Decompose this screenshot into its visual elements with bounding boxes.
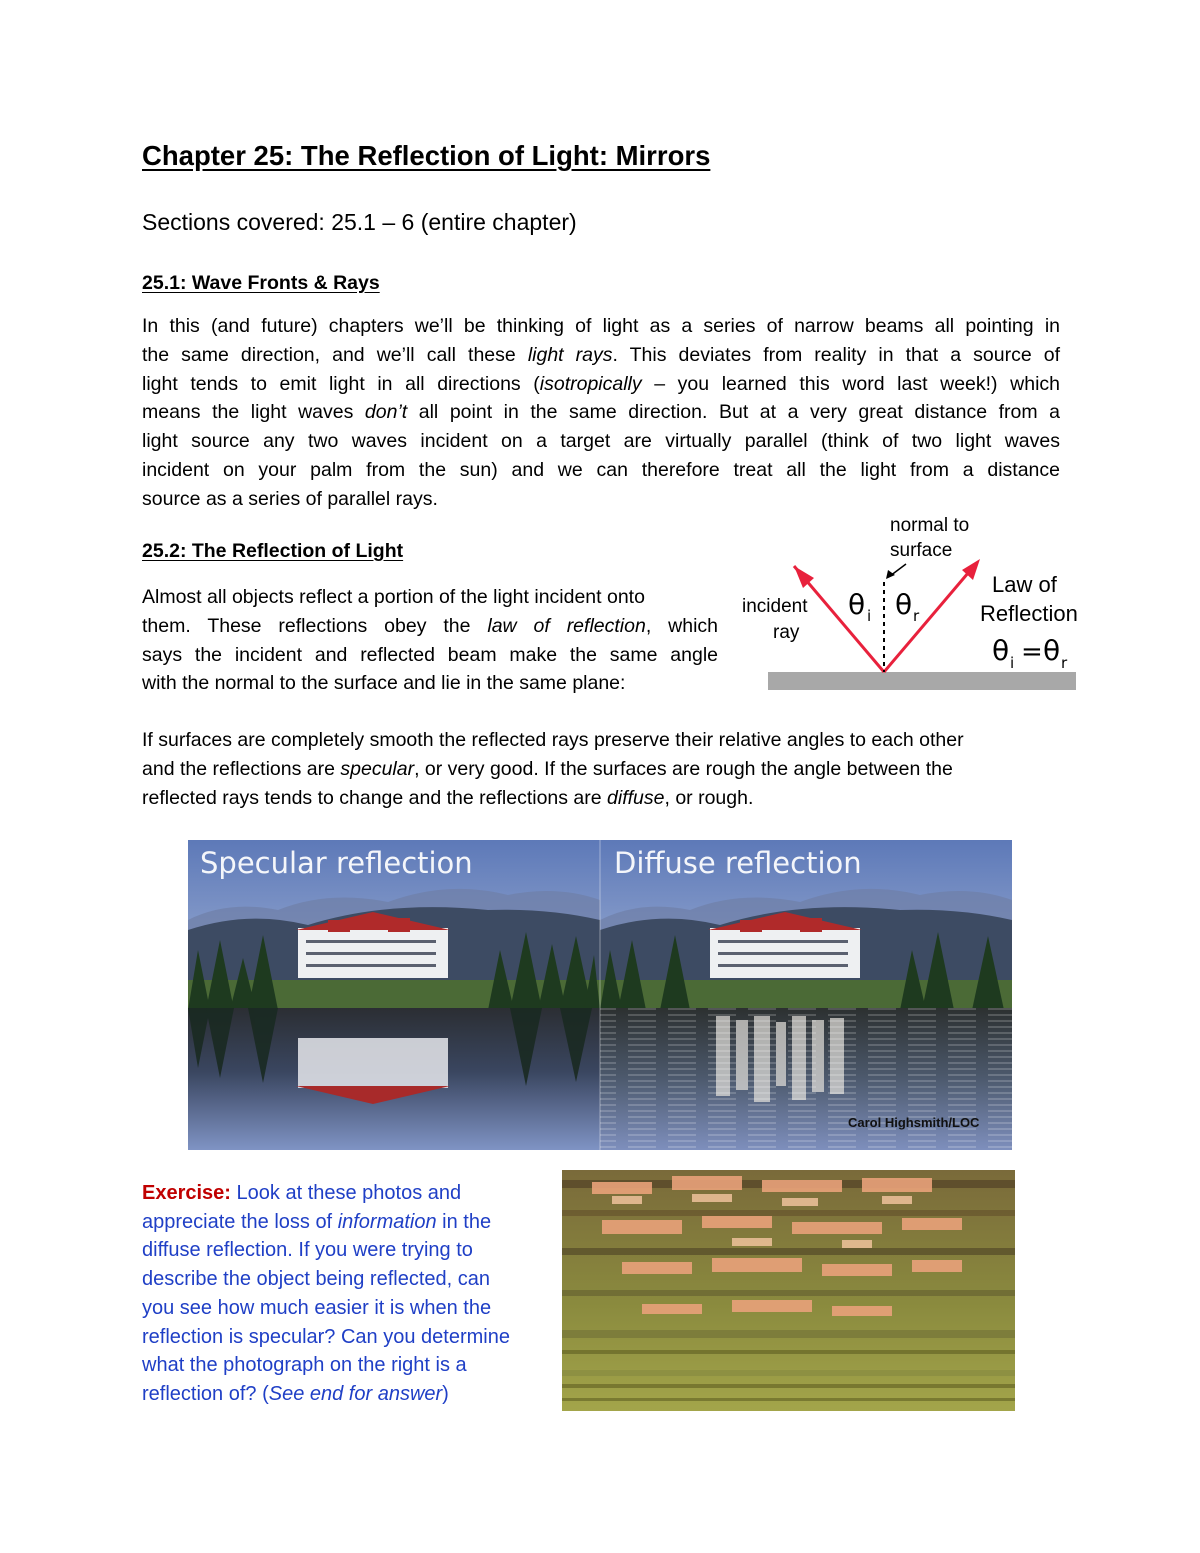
diffuse-half bbox=[600, 840, 1012, 1150]
section-25-2-paragraph bbox=[142, 583, 718, 698]
specular-label: Specular reflection bbox=[200, 846, 473, 880]
theta-i-symbol: θ bbox=[848, 588, 866, 621]
section-25-2-paragraph-2 bbox=[142, 726, 1060, 812]
theta-r-subscript: r bbox=[913, 607, 920, 625]
mystery-reflection-photo bbox=[562, 1170, 1015, 1411]
paragraph-line: means the light waves don’t all point in the same direction. But at a very great distance from a bbox=[142, 401, 1060, 424]
exercise-line: describe the object being reflected, can bbox=[142, 1268, 490, 1291]
paragraph-line: source as a series of parallel rays. bbox=[142, 487, 438, 510]
paragraph-line: them. These reflections obey the law of reflection, which bbox=[142, 614, 718, 637]
exercise-text bbox=[142, 1179, 552, 1409]
law-label: Law of bbox=[992, 572, 1057, 597]
paragraph-line: Almost all objects reflect a portion of the light incident onto bbox=[142, 586, 645, 608]
normal-label: normal to bbox=[890, 515, 970, 536]
equation-equals: = bbox=[1021, 637, 1043, 667]
paragraph-line: reflected rays tends to change and the reflections are diffuse, or rough. bbox=[142, 786, 754, 809]
paragraph-line: with the normal to the surface and lie in the same plane: bbox=[142, 672, 626, 695]
paragraph-line: and the reflections are specular, or very good. If the surfaces are rough the angle between the bbox=[142, 757, 953, 780]
paragraph-line: If surfaces are completely smooth the reflected rays preserve their relative angles to each other bbox=[142, 729, 964, 751]
theta-r-symbol: θ bbox=[895, 588, 913, 621]
exercise-line: reflection is specular? Can you determine bbox=[142, 1325, 510, 1348]
exercise-label: Exercise: bbox=[142, 1182, 231, 1204]
section-heading-25-1: 25.1: Wave Fronts & Rays bbox=[142, 272, 380, 294]
reflecting-surface bbox=[768, 672, 1076, 690]
law-label: Reflection bbox=[980, 601, 1078, 626]
page-title: Chapter 25: The Reflection of Light: Mirrors bbox=[142, 140, 711, 171]
exercise-line: diffuse reflection. If you were trying to bbox=[142, 1239, 473, 1262]
exercise-line: Exercise: Look at these photos and bbox=[142, 1182, 462, 1204]
theta-i-subscript: i bbox=[867, 607, 872, 625]
equation-theta-r: θ bbox=[1043, 634, 1061, 667]
law-of-reflection-diagram bbox=[730, 508, 1090, 698]
specular-diffuse-photo bbox=[188, 840, 1012, 1150]
photo-credit: Carol Highsmith/LOC bbox=[848, 1115, 980, 1130]
exercise-line: appreciate the loss of information in the bbox=[142, 1210, 492, 1233]
diffuse-label: Diffuse reflection bbox=[614, 846, 862, 880]
equation-sub-i: i bbox=[1010, 654, 1015, 672]
exercise-line: reflection of? (See end for answer) bbox=[142, 1382, 449, 1405]
incident-ray-label: incident bbox=[742, 596, 808, 617]
sections-covered: Sections covered: 25.1 – 6 (entire chapter) bbox=[142, 209, 577, 235]
specular-half bbox=[188, 840, 600, 1150]
paragraph-line: In this (and future) chapters we’ll be thinking of light as a series of narrow beams all pointing in bbox=[142, 315, 1060, 337]
equation-theta-i: θ bbox=[992, 634, 1010, 667]
paragraph-line: incident on your palm from the sun) and we can therefore treat all the light from a distance bbox=[142, 458, 1060, 481]
paragraph-line: light source any two waves incident on a target are virtually parallel (think of two light waves bbox=[142, 430, 1060, 453]
exercise-line: what the photograph on the right is a bbox=[142, 1354, 467, 1377]
normal-label: surface bbox=[890, 540, 953, 561]
normal-pointer-arrowhead bbox=[886, 570, 895, 579]
paragraph-line: the same direction, and we’ll call these light rays. This deviates from reality in that a source of bbox=[142, 343, 1060, 366]
equation-sub-r: r bbox=[1061, 654, 1068, 672]
section-heading-25-2: 25.2: The Reflection of Light bbox=[142, 540, 404, 562]
exercise-line: you see how much easier it is when the bbox=[142, 1296, 492, 1319]
paragraph-line: light tends to emit light in all directions (isotropically – you learned this word last week!) which bbox=[142, 372, 1060, 395]
section-25-1-paragraph bbox=[142, 312, 1060, 514]
incident-ray-label: ray bbox=[773, 622, 800, 643]
paragraph-line: says the incident and reflected beam make the same angle bbox=[142, 643, 718, 666]
